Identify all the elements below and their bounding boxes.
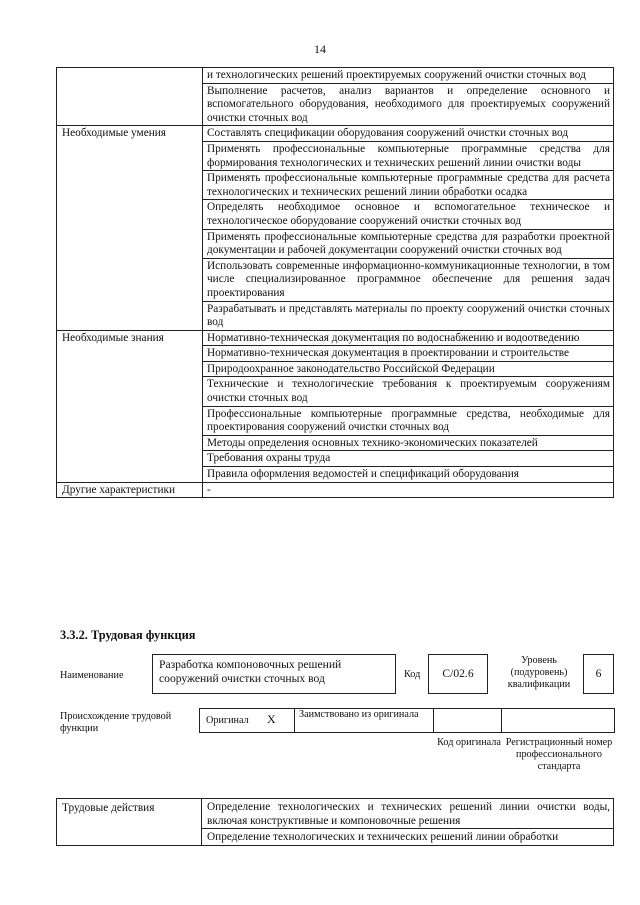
competency-table — [56, 67, 614, 498]
name-label: Наименование — [60, 670, 124, 681]
table-row — [57, 68, 614, 84]
code-value: С/02.6 — [428, 654, 488, 694]
code-caption: Код оригинала — [437, 737, 501, 748]
table-cell: - — [203, 482, 614, 498]
origin-box — [199, 708, 615, 733]
code-label: Код — [404, 669, 421, 680]
actions-label: Трудовые действия — [57, 799, 202, 846]
actions-table — [56, 798, 614, 846]
borrowed-label: Заимствовано из оригинала — [299, 709, 419, 720]
page-number: 14 — [314, 42, 326, 56]
reg-caption: Регистрационный номер профессионального стандарта — [505, 737, 613, 772]
table-cell: Использовать современные информационно-коммуникационные технологии, в том числе специализированное программное обеспечение для решения задач проектирования — [203, 258, 614, 301]
row-label-knowledge: Необходимые знания — [57, 330, 203, 482]
table-cell: Природоохранное законодательство Российской Федерации — [203, 361, 614, 377]
table-cell: Методы определения основных технико-экономических показателей — [203, 435, 614, 451]
table-cell: Нормативно-техническая документация в проектировании и строительстве — [203, 346, 614, 362]
table-cell: Правила оформления ведомостей и спецификаций оборудования — [203, 467, 614, 483]
table-row — [57, 330, 614, 346]
table-cell: Применять профессиональные компьютерные программные средства для расчета технологических и технических решений линии обработки осадка — [203, 171, 614, 200]
table-cell: Профессиональные компьютерные программные средства, необходимые для проектирования сооружений очистки сточных вод — [203, 406, 614, 435]
level-value: 6 — [583, 654, 614, 694]
section-title: 3.3.2. Трудовая функция — [60, 628, 196, 642]
table-cell: и технологических решений проектируемых сооружений очистки сточных вод — [203, 68, 614, 84]
original-label: Оригинал — [206, 715, 249, 726]
table-cell: Применять профессиональные компьютерные программные средства для формирования технологических и технических решений линии очистки воды — [203, 141, 614, 170]
divider — [501, 709, 502, 732]
table-cell: Нормативно-техническая документация по водоснабжению и водоотведению — [203, 330, 614, 346]
table-row — [57, 126, 614, 142]
table-cell: Составлять спецификации оборудования сооружений очистки сточных вод — [203, 126, 614, 142]
table-cell: Требования охраны труда — [203, 451, 614, 467]
table-row — [57, 482, 614, 498]
row-label-other: Другие характеристики — [57, 482, 203, 498]
row-label-skills: Необходимые умения — [57, 126, 203, 330]
name-value: Разработка компоновочных решений сооружений очистки сточных вод — [152, 654, 396, 694]
divider — [294, 709, 295, 732]
original-mark: Х — [267, 712, 276, 726]
row-label — [57, 68, 203, 126]
table-row — [57, 799, 614, 829]
divider — [433, 709, 434, 732]
table-cell: Технические и технологические требования к проектируемым сооружениям очистки сточных вод — [203, 377, 614, 406]
table-cell: Выполнение расчетов, анализ вариантов и определение основного и вспомогательного оборудования, необходимого для проектируемых сооружений очистки сточных вод — [203, 83, 614, 126]
level-label: Уровень (подуровень) квалификации — [507, 655, 571, 690]
table-cell: Определять необходимое основное и вспомогательное техническое и технологическое оборудование сооружений очистки сточных вод — [203, 200, 614, 229]
table-cell: Применять профессиональные компьютерные средства для разработки проектной документации и рабочей документации сооружений очистки сточных вод — [203, 229, 614, 258]
table-cell: Разрабатывать и представлять материалы по проекту сооружений очистки сточных вод — [203, 301, 614, 330]
table-cell: Определение технологических и технических решений линии очистки воды, включая конструктивные и компоновочные решения — [202, 799, 614, 829]
origin-label: Происхождение трудовой функции — [60, 711, 172, 734]
table-cell: Определение технологических и технических решений линии обработки — [202, 829, 614, 846]
